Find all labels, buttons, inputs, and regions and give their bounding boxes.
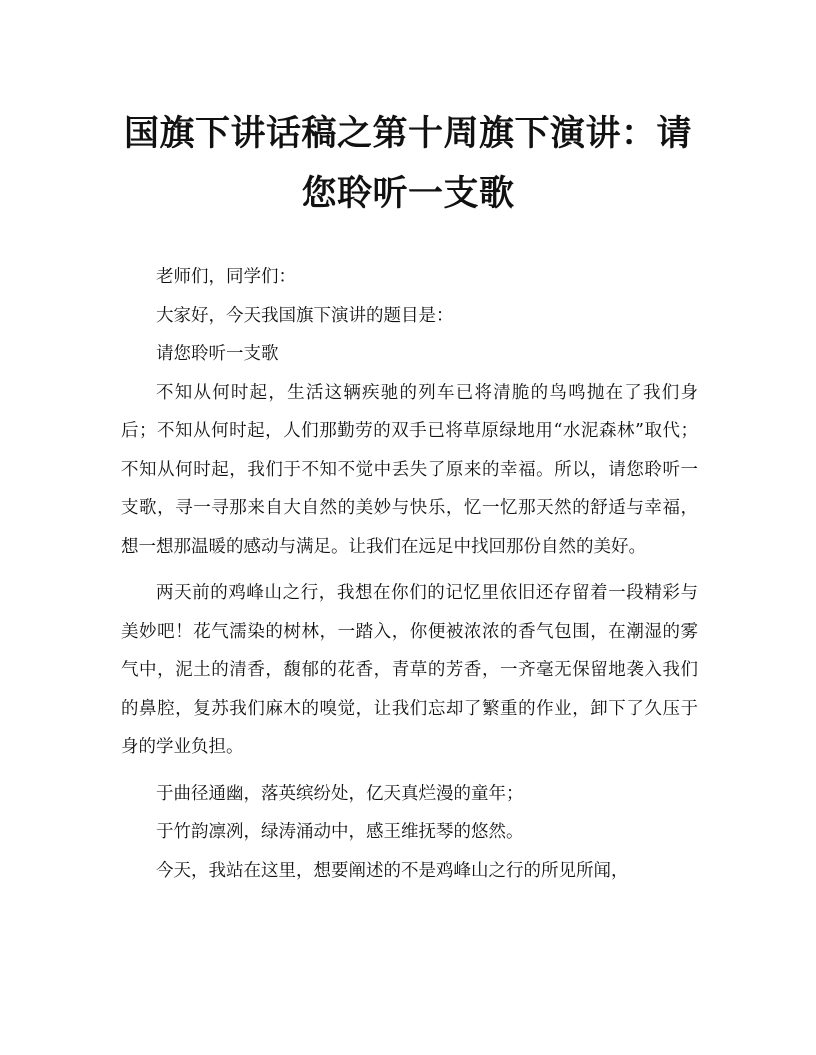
paragraph-greeting: 老师们，同学们： <box>156 267 296 287</box>
paragraph-body-3: 今天，我站在这里，想要阐述的不是鸡峰山之行的所见所闻， <box>156 860 629 881</box>
paragraph-topic: 请您聆听一支歌 <box>156 344 279 364</box>
document-body <box>121 258 698 890</box>
document-title: 国旗下讲话稿之第十周旗下演讲：请您聆听一支歌 <box>123 113 692 214</box>
paragraph-intro: 大家好，今天我国旗下演讲的题目是： <box>156 305 454 326</box>
paragraph-line-2: 于竹韵凛冽，绿涛涌动中，感王维抚琴的悠然。 <box>156 822 524 842</box>
paragraph-body-1: 不知从何时起，生活这辆疾驰的列车已将清脆的鸟鸣抛在了我们身后；不知从何时起，人们那勤劳的双手已将草原绿地用“水泥森林”取代；不知从何时起，我们于不知不觉中丢失了原来的幸福。所以，请您聆听一支歌，寻一寻那来自大自然的美妙与快乐，忆一忆那天然的舒适与幸福，想一想那温暖的感动与满足。让我们在远足中找回那份自然的美好。 <box>121 382 698 557</box>
paragraph-body-2: 两天前的鸡峰山之行，我想在你们的记忆里依旧还存留着一段精彩与美妙吧！花气濡染的树林，一踏入，你便被浓浓的香气包围，在潮湿的雾气中，泥土的清香，馥郁的花香，青草的芳香，一齐毫无保留地袭入我们的鼻腔，复苏我们麻木的嗅觉，让我们忘却了繁重的作业，卸下了久压于身的学业负担。 <box>121 583 698 757</box>
paragraph-line-1: 于曲径通幽，落英缤纷处，亿天真烂漫的童年； <box>156 783 524 804</box>
